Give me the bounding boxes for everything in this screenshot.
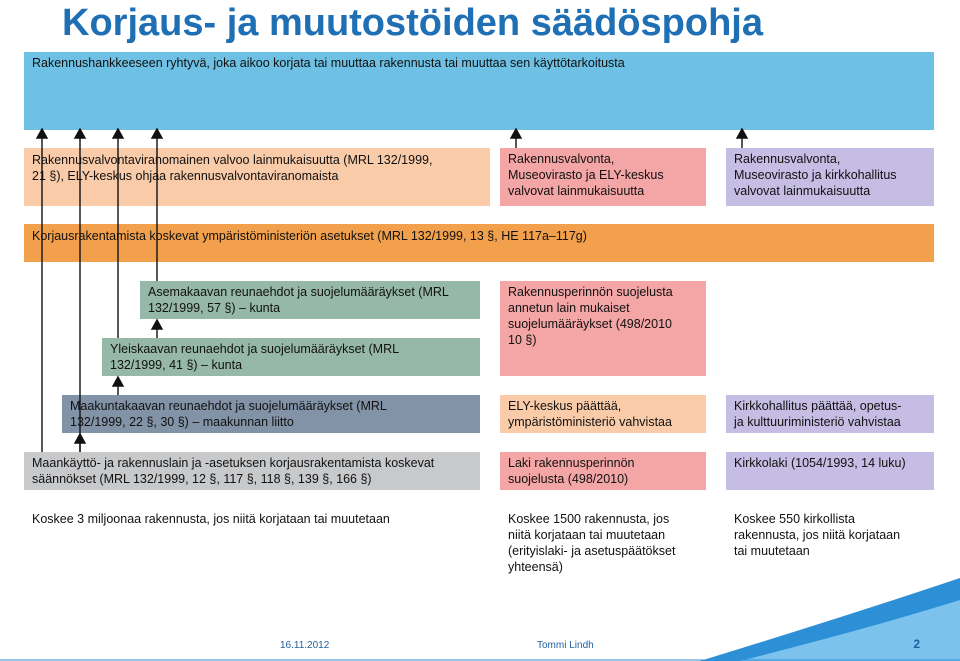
box-text-line: 10 §) [508, 333, 537, 347]
arrowhead-icon [113, 377, 123, 386]
box-text-line: Koskee 1500 rakennusta, jos [508, 512, 670, 526]
arrowhead-icon [75, 434, 85, 443]
box-project-initiator-text: Rakennushankkeeseen ryhtyvä, joka aikoo korjata tai muuttaa rakennusta tai muuttaa sen käyttötarkoitusta [32, 56, 625, 70]
box-text-line: Yleiskaavan reunaehdot ja suojelumääräykset (MRL [110, 342, 400, 356]
footer-author: Tommi Lindh [537, 640, 594, 651]
box-text-line: ELY-keskus päättää, [508, 399, 622, 413]
box-text-line: Asemakaavan reunaehdot ja suojelumääräykset (MRL [148, 285, 449, 299]
box-ministry-decrees-text: Korjausrakentamista koskevat ympäristöministeriön asetukset (MRL 132/1999, 13 §, HE 117a–117g) [32, 229, 587, 243]
box-text-line: valvovat lainmukaisuutta [508, 184, 645, 198]
footer-date: 16.11.2012 [280, 640, 330, 651]
box-text-line: Laki rakennusperinnön [508, 456, 635, 470]
box-text-line: annetun lain mukaiset [508, 301, 630, 315]
arrowhead-icon [152, 320, 162, 329]
box-text-line: Maankäyttö- ja rakennuslain ja -asetuksen korjausrakentamista koskevat [32, 456, 435, 470]
box-text-line: suojelumääräykset (498/2010 [508, 317, 672, 331]
page-number: 2 [913, 637, 920, 651]
box-text-line: suojelusta (498/2010) [508, 472, 629, 486]
box-text-line: 21 §), ELY-keskus ohjaa rakennusvalvontaviranomaista [32, 169, 339, 183]
box-text-line: Maakuntakaavan reunaehdot ja suojelumääräykset (MRL [70, 399, 387, 413]
arrowhead-icon [75, 129, 85, 138]
box-text-line: yhteensä) [508, 560, 563, 574]
box-text-line: Rakennusvalvonta, [734, 152, 841, 166]
box-text-line: valvovat lainmukaisuutta [734, 184, 871, 198]
arrowhead-icon [737, 129, 747, 138]
box-text-line: Museovirasto ja ELY-keskus [508, 168, 664, 182]
box-text-line: säännökset (MRL 132/1999, 12 §, 117 §, 118 §, 139 §, 166 §) [32, 472, 372, 486]
box-text-line: Kirkkolaki (1054/1993, 14 luku) [734, 456, 906, 470]
box-text-line: Rakennusperinnön suojelusta [508, 285, 673, 299]
box-text-line: 132/1999, 22 §, 30 §) – maakunnan liitto [70, 415, 294, 429]
box-text-line: rakennusta, jos niitä korjataan [734, 528, 901, 542]
arrowhead-icon [511, 129, 521, 138]
box-text-line: ja kulttuuriministeriö vahvistaa [734, 415, 901, 429]
box-text-line: 132/1999, 57 §) – kunta [148, 301, 281, 315]
arrowhead-icon [37, 129, 47, 138]
box-text-line: Museovirasto ja kirkkohallitus [734, 168, 897, 182]
box-text-line: (erityislaki- ja asetuspäätökset [508, 544, 676, 558]
box-text-line: Kirkkohallitus päättää, opetus- [734, 399, 902, 413]
box-text-line: 132/1999, 41 §) – kunta [110, 358, 243, 372]
box-text-line: tai muutetaan [734, 544, 810, 558]
box-text-line: niitä korjataan tai muutetaan [508, 528, 666, 542]
box-text-line: ympäristöministeriö vahvistaa [508, 415, 672, 429]
box-text-line: Rakennusvalvonta, [508, 152, 615, 166]
arrowhead-icon [113, 129, 123, 138]
box-text-line: Koskee 550 kirkollista [734, 512, 855, 526]
arrowhead-icon [152, 129, 162, 138]
box-text-line: Koskee 3 miljoonaa rakennusta, jos niitä korjataan tai muutetaan [32, 512, 390, 526]
page-title: Korjaus- ja muutostöiden säädöspohja [62, 2, 763, 44]
box-text-line: Rakennusvalvontaviranomainen valvoo lainmukaisuutta (MRL 132/1999, [32, 153, 433, 167]
